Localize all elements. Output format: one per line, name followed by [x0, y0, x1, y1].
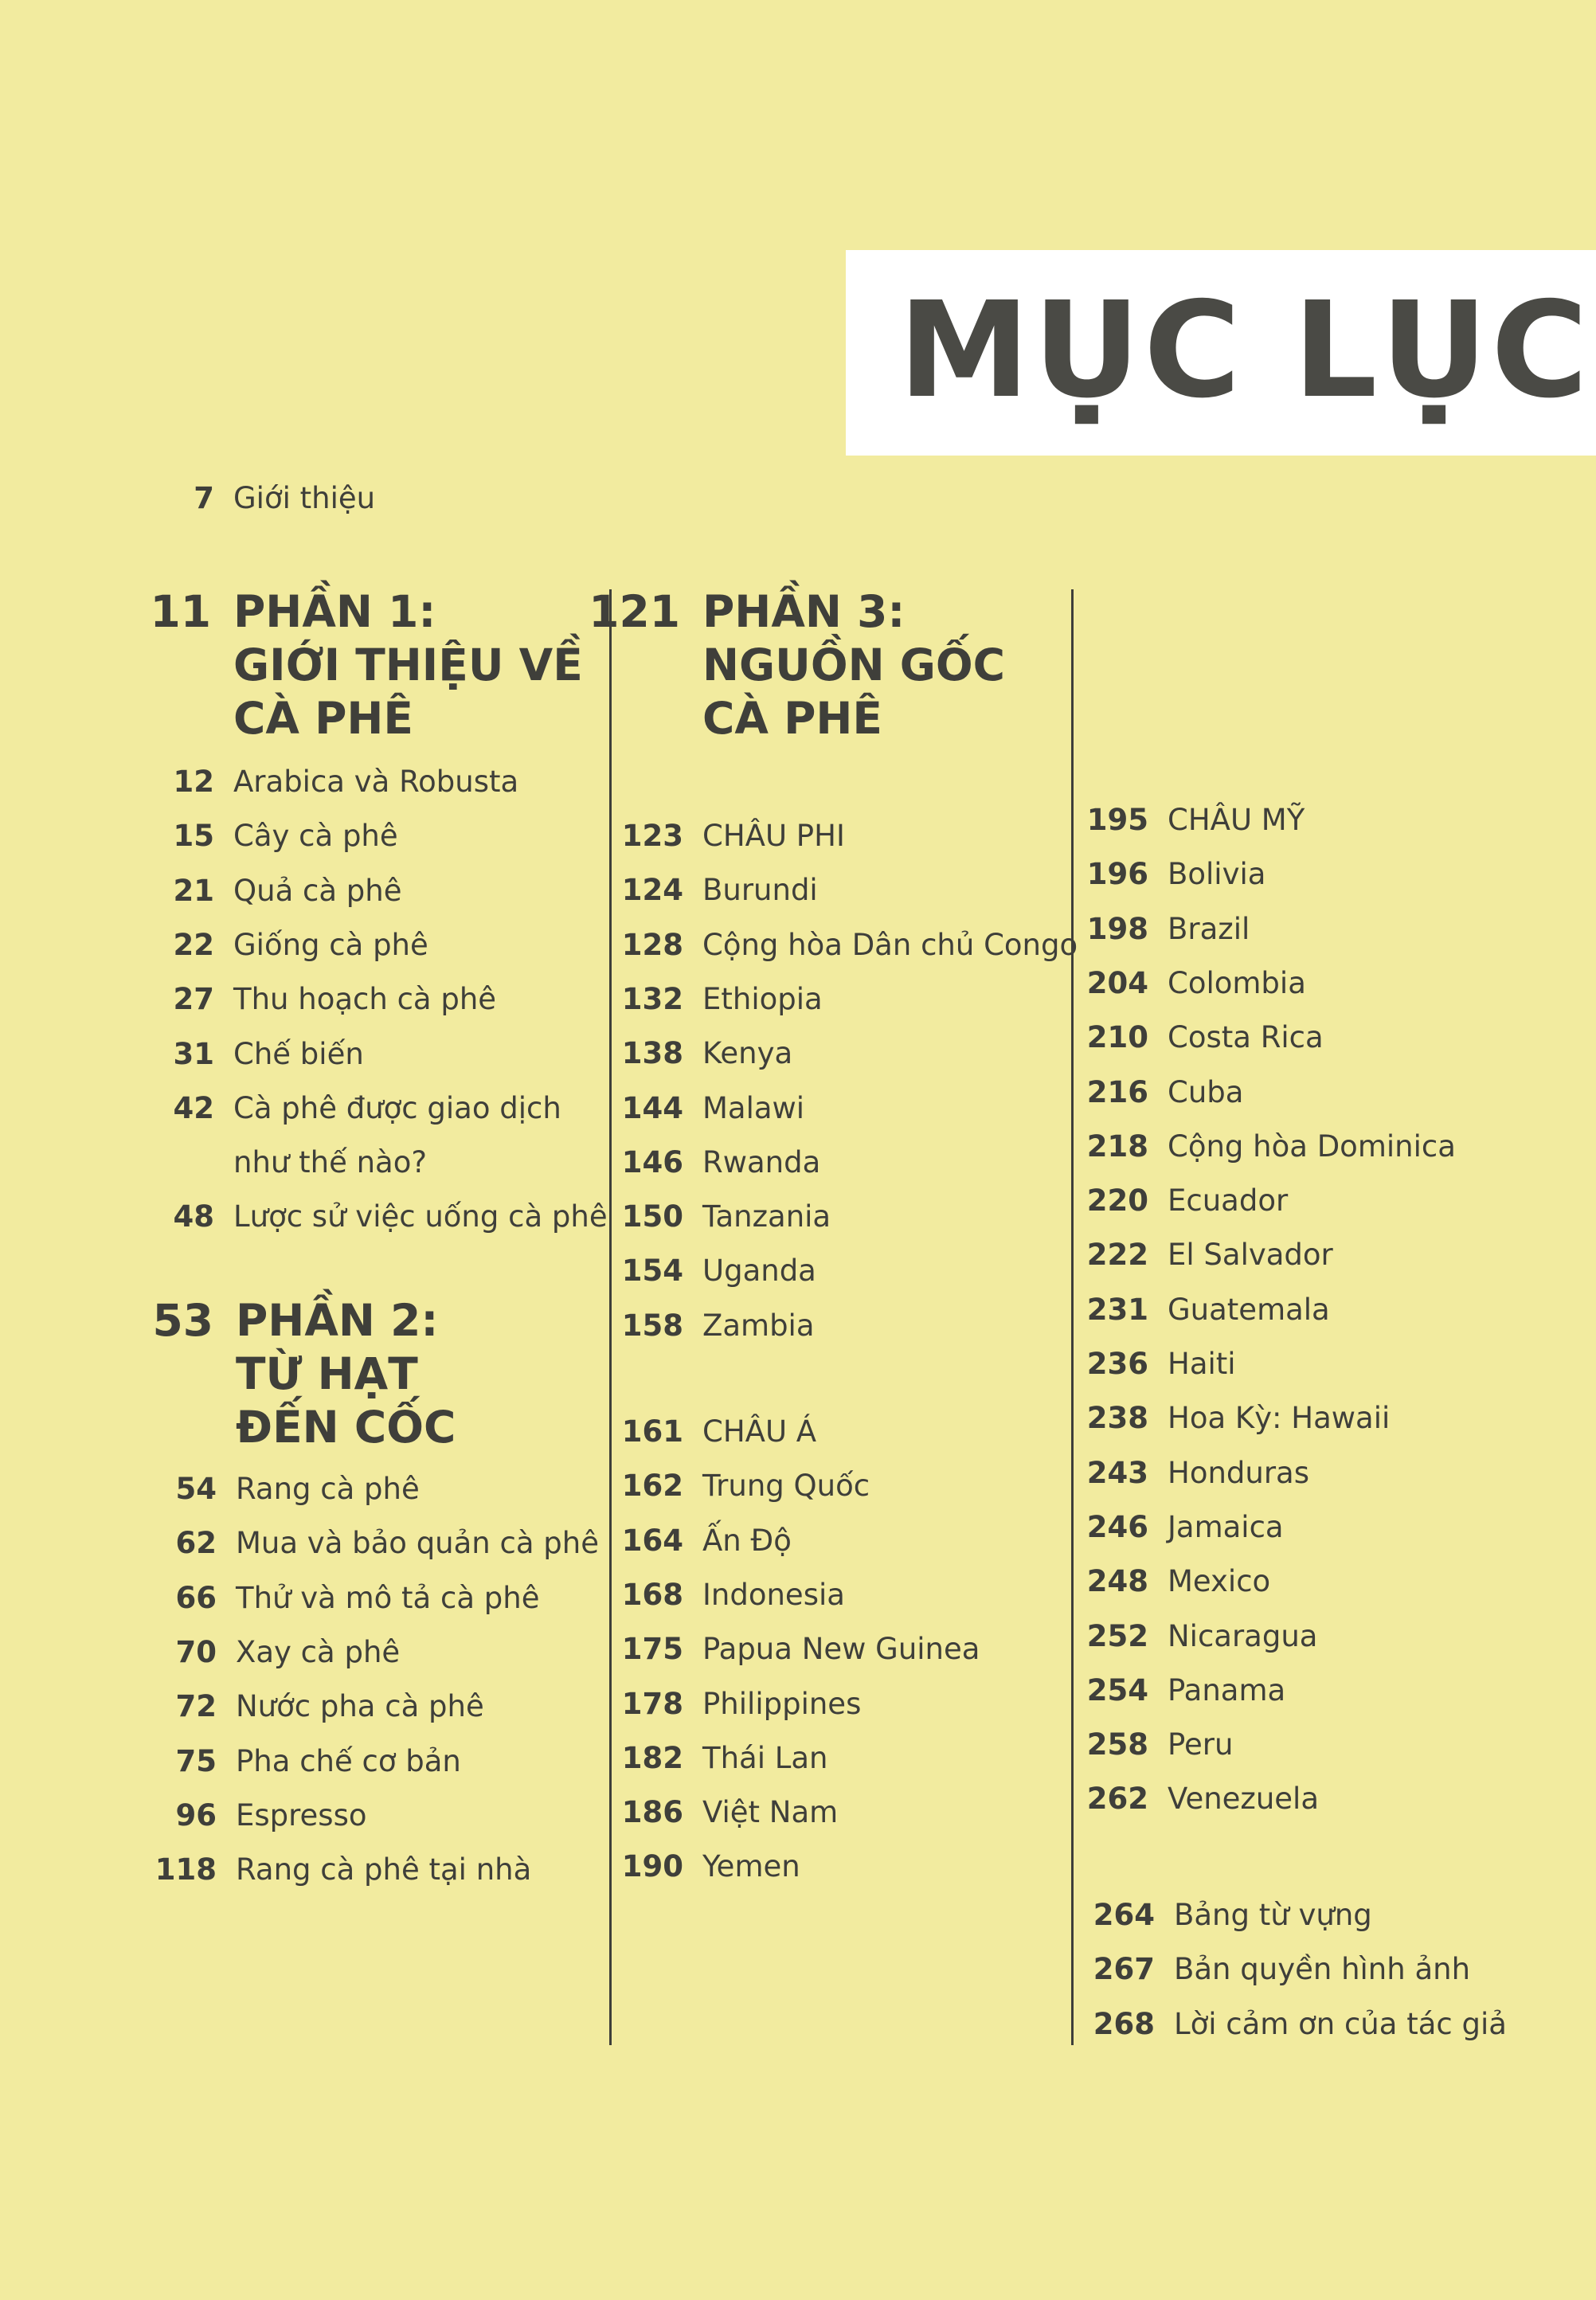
page-number: 96 — [175, 1797, 217, 1833]
entry-label: Thử và mô tả cà phê — [236, 1580, 540, 1615]
entry-label: Hoa Kỳ: Hawaii — [1168, 1401, 1391, 1436]
page-number: 204 — [1086, 965, 1148, 1000]
page-number: 186 — [621, 1795, 683, 1830]
page-number: 54 — [175, 1472, 217, 1506]
entry-label: Bản quyền hình ảnh — [1174, 1952, 1471, 1987]
page-number: 144 — [621, 1090, 683, 1125]
entry-label: Indonesia — [702, 1577, 845, 1612]
entry-label: Mua và bảo quản cà phê — [236, 1526, 599, 1561]
page-number: 268 — [1093, 2006, 1155, 2041]
page-number: 158 — [621, 1308, 683, 1343]
page-number: 248 — [1086, 1564, 1148, 1599]
part-heading-line: NGUỒN GỐC — [702, 640, 1006, 690]
entry-label: Lời cảm ơn của tác giả — [1174, 2006, 1507, 2041]
page-number: 21 — [173, 873, 214, 908]
page-number: 231 — [1086, 1292, 1148, 1327]
entry-label: Uganda — [702, 1254, 816, 1289]
part-heading-line: CÀ PHÊ — [702, 693, 882, 744]
entry-label: Trung Quốc — [702, 1469, 870, 1504]
entry-label: Colombia — [1168, 965, 1306, 1000]
page-number: 236 — [1086, 1347, 1148, 1381]
entry-label: Brazil — [1168, 911, 1250, 946]
entry-label: Kenya — [702, 1036, 793, 1071]
page-number: 12 — [173, 765, 214, 799]
entry-label: Malawi — [702, 1090, 805, 1125]
page-number: 146 — [621, 1144, 683, 1179]
page-number: 66 — [175, 1580, 217, 1615]
page-number: 72 — [175, 1689, 217, 1724]
entry-label: Peru — [1168, 1727, 1234, 1762]
entry-label: Philippines — [702, 1686, 862, 1721]
part-heading-line: PHẦN 3: — [702, 586, 906, 637]
page-number: 238 — [1086, 1401, 1148, 1436]
part-page-number: 11 — [150, 586, 211, 637]
page-number: 178 — [621, 1686, 683, 1721]
entry-label: Arabica và Robusta — [233, 765, 519, 799]
entry-label: Bảng từ vựng — [1174, 1898, 1372, 1932]
page-number: 252 — [1086, 1618, 1148, 1653]
entry-label: Tanzania — [702, 1199, 831, 1234]
page-number: 123 — [621, 819, 683, 853]
entry-label: Xay cà phê — [236, 1634, 401, 1669]
part-heading-line: CÀ PHÊ — [233, 693, 413, 744]
part-heading-line: GIỚI THIỆU VỀ — [233, 640, 583, 690]
page-number: 218 — [1086, 1128, 1148, 1164]
entry-label: Giới thiệu — [233, 481, 376, 515]
entry-label: Lược sử việc uống cà phê — [233, 1199, 608, 1234]
part-page-number: 53 — [152, 1295, 213, 1346]
entry-label: Chế biến — [233, 1036, 364, 1071]
entry-label: Thái Lan — [702, 1740, 828, 1775]
page-number: 150 — [621, 1199, 683, 1234]
page-number: 254 — [1086, 1672, 1148, 1707]
page-number: 42 — [173, 1090, 214, 1125]
page-number: 164 — [621, 1523, 683, 1558]
page-number: 138 — [621, 1036, 683, 1071]
page-number: 7 — [194, 481, 214, 515]
entry-label: Rwanda — [702, 1144, 821, 1179]
section-heading-label: CHÂU PHI — [702, 819, 845, 853]
section-heading-label: CHÂU MỸ — [1168, 803, 1305, 837]
column-divider-left — [609, 589, 612, 2045]
page-number: 216 — [1086, 1074, 1148, 1109]
entry-label: Burundi — [702, 873, 818, 908]
page-number: 196 — [1086, 857, 1148, 892]
page-number: 62 — [175, 1526, 217, 1561]
entry-label: Quả cà phê — [233, 873, 402, 908]
part-heading-line: ĐẾN CỐC — [236, 1402, 456, 1453]
title-box — [846, 250, 1596, 456]
entry-label: Nicaragua — [1168, 1618, 1318, 1653]
page-number: 264 — [1093, 1898, 1155, 1932]
entry-label: Pha chế cơ bản — [236, 1743, 461, 1778]
entry-label: Jamaica — [1168, 1509, 1284, 1544]
page-number: 262 — [1086, 1782, 1148, 1817]
entry-label: Panama — [1168, 1672, 1286, 1707]
entry-label: Costa Rica — [1168, 1020, 1324, 1055]
entry-label: Yemen — [702, 1849, 800, 1884]
page-number: 75 — [175, 1743, 217, 1778]
page-number: 222 — [1086, 1238, 1148, 1273]
entry-label: Rang cà phê tại nhà — [236, 1852, 532, 1887]
page-number: 210 — [1086, 1020, 1148, 1055]
page-number: 31 — [173, 1036, 214, 1071]
part-3-heading — [589, 585, 1006, 745]
part-heading-line: PHẦN 1: — [233, 586, 436, 637]
entry-label: Venezuela — [1168, 1782, 1320, 1817]
column-divider-right — [1071, 589, 1074, 2045]
page-number: 198 — [1086, 911, 1148, 946]
entry-label: Ecuador — [1168, 1183, 1289, 1218]
part-heading-line: TỪ HẠT — [236, 1348, 418, 1399]
entry-label: Honduras — [1168, 1455, 1310, 1490]
page-number: 132 — [621, 981, 683, 1016]
entry-label: Cuba — [1168, 1074, 1244, 1109]
page-number: 162 — [621, 1469, 683, 1504]
entry-label: Rang cà phê — [236, 1472, 420, 1506]
page-number: 267 — [1093, 1952, 1155, 1987]
page-number: 48 — [173, 1199, 214, 1234]
page-title: MỤC LỤC — [898, 274, 1591, 428]
page-number: 246 — [1086, 1509, 1148, 1544]
entry-label: Guatemala — [1168, 1292, 1330, 1327]
page-number: 258 — [1086, 1727, 1148, 1762]
page-number: 124 — [621, 873, 683, 908]
page-number: 27 — [173, 982, 214, 1017]
page-number: 190 — [621, 1849, 683, 1884]
page-number: 168 — [621, 1577, 683, 1612]
page-number: 22 — [173, 927, 214, 962]
page-number: 70 — [175, 1634, 217, 1669]
entry-label: Papua New Guinea — [702, 1632, 980, 1667]
entry-label: Cà phê được giao dịch — [233, 1090, 561, 1125]
entry-label: Ấn Độ — [702, 1523, 792, 1558]
entry-label: Cây cà phê — [233, 819, 398, 854]
page-number: 220 — [1086, 1183, 1148, 1218]
entry-label: Ethiopia — [702, 981, 823, 1016]
entry-label: Zambia — [702, 1308, 815, 1343]
page-number: 161 — [621, 1414, 683, 1449]
page-number: 182 — [621, 1740, 683, 1775]
part-page-number: 121 — [589, 586, 680, 637]
entry-label: Nước pha cà phê — [236, 1689, 484, 1724]
page-number: 15 — [173, 819, 214, 854]
part-heading-line: PHẦN 2: — [236, 1295, 439, 1346]
entry-label: Haiti — [1168, 1347, 1236, 1381]
entry-label: Espresso — [236, 1797, 367, 1833]
entry-label: Cộng hòa Dân chủ Congo — [702, 927, 1078, 962]
entry-label: Mexico — [1168, 1564, 1271, 1599]
page-number: 243 — [1086, 1455, 1148, 1490]
entry-label: như thế nào? — [233, 1145, 427, 1180]
page-number: 128 — [621, 927, 683, 962]
entry-label: Bolivia — [1168, 857, 1266, 892]
entry-label: El Salvador — [1168, 1238, 1333, 1273]
page-number: 118 — [155, 1852, 217, 1887]
entry-label: Giống cà phê — [233, 927, 428, 962]
entry-label: Thu hoạch cà phê — [233, 982, 497, 1017]
part-2-heading — [152, 1294, 456, 1454]
page-number: 195 — [1086, 803, 1148, 837]
page-number: 175 — [621, 1632, 683, 1667]
entry-label: Việt Nam — [702, 1795, 839, 1830]
page-number: 154 — [621, 1254, 683, 1289]
entry-label: Cộng hòa Dominica — [1168, 1128, 1456, 1164]
section-heading-label: CHÂU Á — [702, 1414, 817, 1449]
part-1-heading — [150, 585, 583, 745]
